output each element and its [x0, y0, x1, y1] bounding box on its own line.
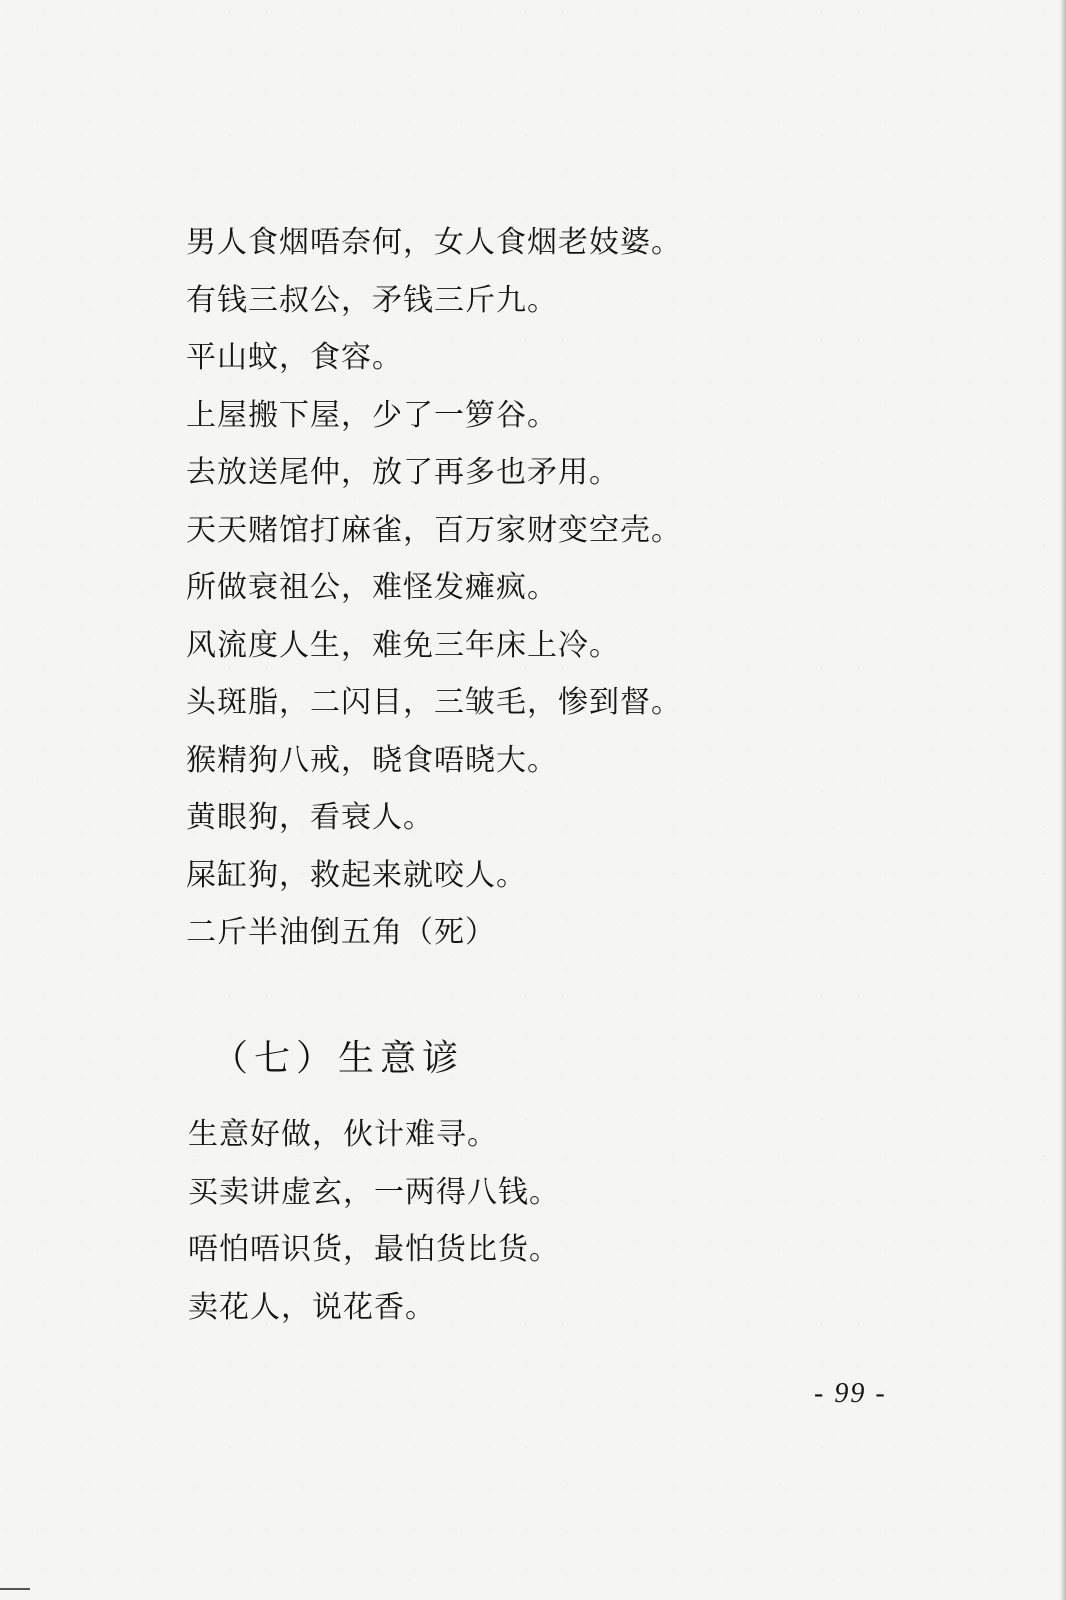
scan-mark	[0, 1588, 30, 1590]
proverb-line: 买卖讲虚玄，一两得八钱。	[188, 1174, 560, 1210]
proverb-line: 生意好做，伙计难寻。	[188, 1117, 498, 1152]
proverb-line: 卖花人，说花香。	[188, 1289, 436, 1325]
proverb-line: 唔怕唔识货，最怕货比货。	[188, 1232, 560, 1267]
proverb-line: 屎缸狗，救起来就咬人。	[186, 857, 527, 893]
proverb-line: 上屋搬下屋，少了一箩谷。	[186, 397, 558, 433]
page-number: - 99 -	[814, 1378, 887, 1409]
proverb-line: 有钱三叔公，矛钱三斤九。	[186, 282, 558, 318]
page-edge-shadow	[1060, 0, 1066, 1600]
proverb-line: 去放送尾仲，放了再多也矛用。	[186, 455, 620, 490]
proverb-line: 风流度人生，难免三年床上冷。	[186, 627, 620, 663]
proverb-line: 头斑脂，二闪目，三皱毛，惨到督。	[186, 685, 682, 720]
proverb-list-section-1	[186, 214, 946, 962]
proverb-line: 猴精狗八戒，晓食唔晓大。	[186, 742, 558, 778]
proverb-line: 天天赌馆打麻雀，百万家财变空壳。	[186, 512, 682, 548]
proverb-line: 平山蚊，食容。	[186, 340, 403, 375]
proverb-line: 所做衰祖公，难怪发瘫疯。	[186, 570, 558, 605]
proverb-list-section-2	[188, 1106, 948, 1336]
section-heading: （七）生意谚	[212, 1038, 465, 1079]
proverb-line: 男人食烟唔奈何，女人食烟老妓婆。	[186, 225, 682, 260]
proverb-line: 黄眼狗，看衰人。	[186, 800, 434, 835]
proverb-line: 二斤半油倒五角（死）	[186, 915, 496, 950]
